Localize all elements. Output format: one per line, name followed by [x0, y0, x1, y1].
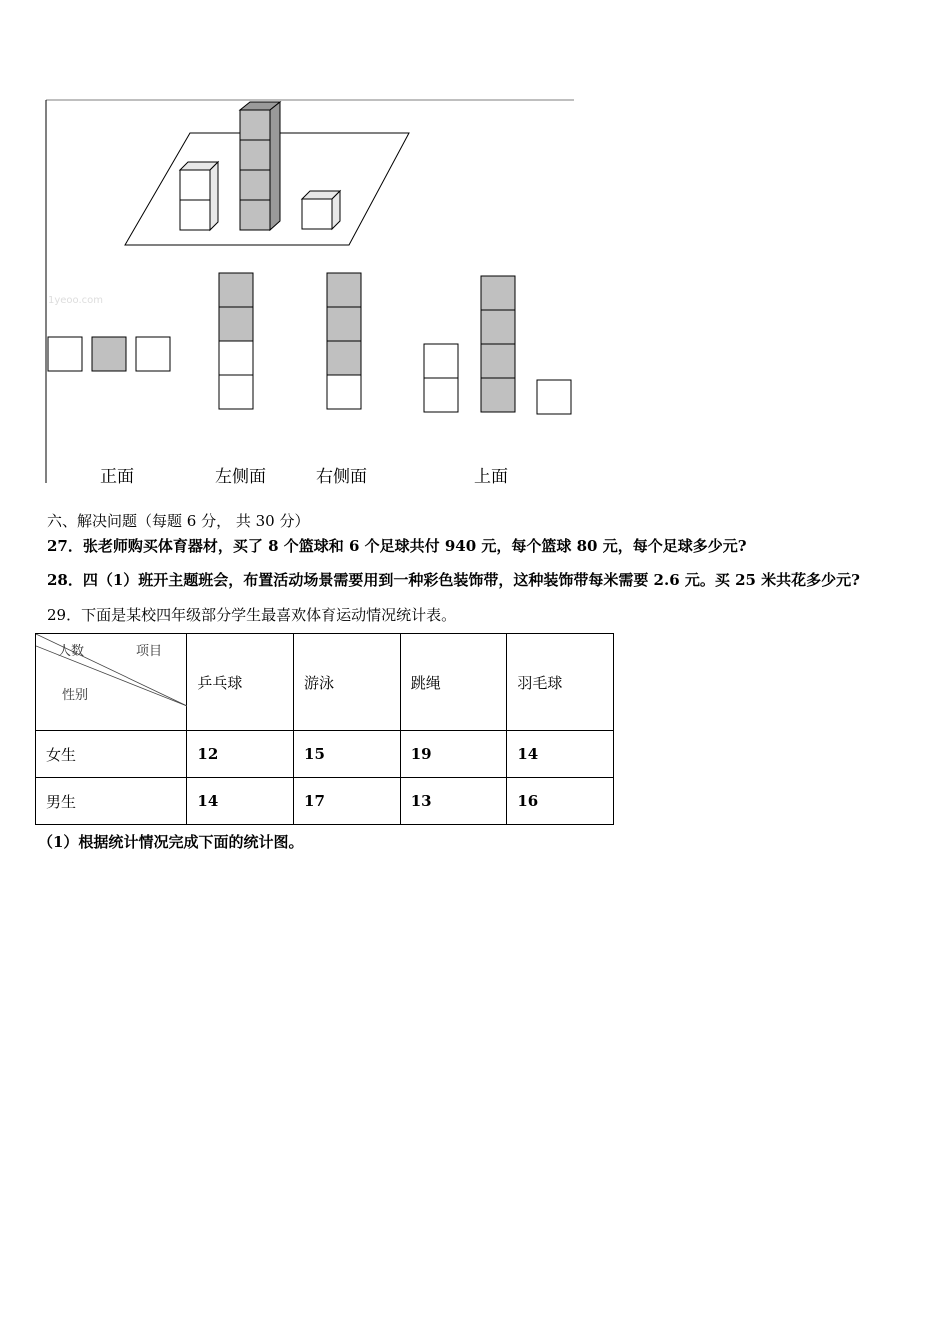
column-header: 跳绳 [400, 634, 507, 731]
table-cell: 12 [187, 731, 294, 778]
corner-label-item: 项目 [136, 644, 163, 659]
column-header: 乒乓球 [187, 634, 294, 731]
question-27: 27．张老师购买体育器材，买了 8 个篮球和 6 个足球共付 940 元，每个篮球 80 元，每个足球多少元? [47, 537, 747, 555]
left-stack-cubes [180, 162, 218, 230]
row-label: 女生 [36, 731, 187, 778]
question-29-part-1: （1）根据统计情况完成下面的统计图。 [38, 833, 304, 851]
right-single-cube [302, 191, 340, 229]
tall-stack-cubes [240, 102, 280, 230]
column-header: 游泳 [294, 634, 401, 731]
question-28: 28．四（1）班开主题班会，布置活动场景需要用到一种彩色装饰带，这种装饰带每米需要 2.6 元。买 25 米共花多少元? [47, 571, 860, 589]
view-label-top: 上面 [474, 467, 508, 487]
table-cell: 14 [187, 778, 294, 825]
view-label-right: 右侧面 [316, 467, 367, 487]
table-corner-cell [36, 634, 187, 731]
left-side-view-squares [219, 273, 253, 409]
table-row [36, 731, 614, 778]
sports-stats-table [35, 633, 614, 825]
view-label-left: 左侧面 [215, 467, 266, 487]
block-views-drawing [40, 95, 580, 490]
table-cell: 17 [294, 778, 401, 825]
section-heading: 六、解决问题（每题 6 分， 共 30 分） [47, 512, 310, 530]
row-label: 男生 [36, 778, 187, 825]
table-header-row [36, 634, 614, 731]
table-cell: 15 [294, 731, 401, 778]
watermark: 1yeoo.com [48, 295, 104, 306]
table-cell: 19 [400, 731, 507, 778]
front-view-squares [48, 337, 170, 371]
corner-label-gender: 性别 [62, 688, 89, 703]
table-row [36, 778, 614, 825]
top-view-squares [424, 276, 571, 414]
corner-label-count: 人数 [58, 644, 85, 659]
question-29: 29．下面是某校四年级部分学生最喜欢体育运动情况统计表。 [47, 606, 457, 624]
table-cell: 16 [507, 778, 614, 825]
table-cell: 14 [507, 731, 614, 778]
table-cell: 13 [400, 778, 507, 825]
column-header: 羽毛球 [507, 634, 614, 731]
right-side-view-squares [327, 273, 361, 409]
block-views-figure [40, 95, 580, 490]
view-label-front: 正面 [100, 467, 134, 487]
